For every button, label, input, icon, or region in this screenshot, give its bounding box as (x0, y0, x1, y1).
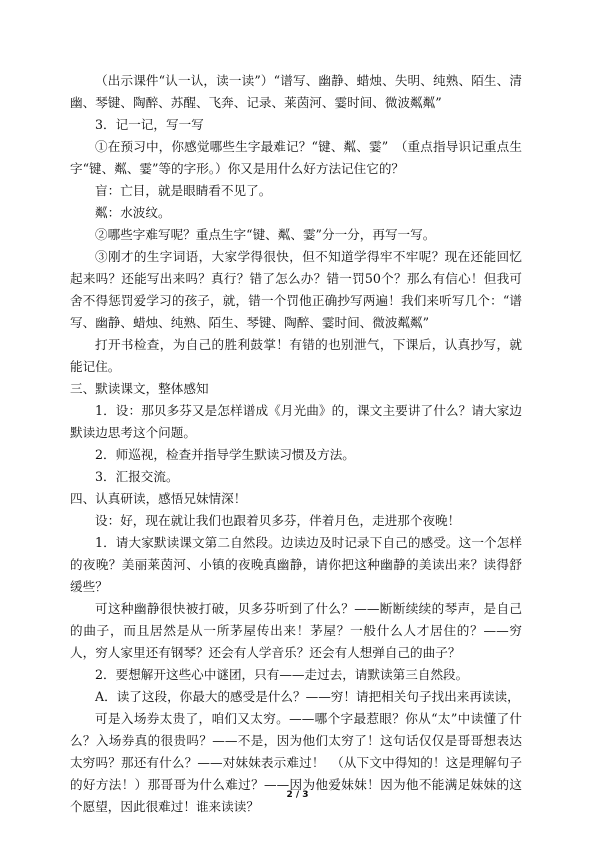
document-body (70, 70, 522, 818)
paragraph: 可这种幽静很快被打破，贝多芬听到了什么？——断断续续的琴声，是自己的曲子，而且居然是从一所茅屋传出来！茅屋？一般什么人才居住的？——穷人，穷人家里还有钢琴？还会有人学音乐？还会有人想弹自己的曲子？ (70, 601, 522, 660)
paragraph: 设：好，现在就让我们也跟着贝多芬，伴着月色，走进那个夜晚！ (95, 513, 461, 528)
paragraph: 2．要想解开这些心中谜团，只有——走过去，请默读第三自然段。 (95, 667, 469, 682)
paragraph: ①在预习中，你感觉哪些生字最难记？“键、粼、霎” （重点指导识记重点生字“键、粼、霎”等的字形。）你又是用什么好方法记住它的？ (70, 139, 522, 176)
paragraph: 1．设：那贝多芬又是怎样谱成《月光曲》的，课文主要讲了什么？请大家边默读边思考这个问题。 (70, 403, 522, 440)
paragraph: 3．记一记，写一写 (95, 117, 204, 132)
paragraph: 打开书检查，为自己的胜利鼓掌！有错的也别泄气，下课后，认真抄写，就能记住。 (70, 337, 522, 374)
paragraph: 可是入场券太贵了，咱们又太穷。——哪个字最惹眼？你从“太”中读懂了什么？入场券真的很贵吗？——不是，因为他们太穷了！这句话仅仅是哥哥想表达太穷吗？那还有什么？——对妹妹表示难过！ （从下文中得知的！这是理解句子的好方法！）那哥哥为什么难过？——因为他爱妹妹！因为他不能满足妹妹的这个愿望，因此很难过！谁来读读？ (70, 711, 522, 814)
section-heading: 四、认真研读，感悟兄妹情深！ (70, 491, 247, 506)
paragraph: 2．师巡视，检查并指导学生默读习惯及方法。 (95, 447, 355, 462)
paragraph: 盲：亡目，就是眼睛看不见了。 (95, 183, 272, 198)
paragraph: ③刚才的生字词语，大家学得很快，但不知道学得牢不牢呢？现在还能回忆起来吗？还能写出来吗？真行？错了怎么办？错一罚50个？那么有信心！但我可舍不得惩罚爱学习的孩子，就，错一个罚他正确抄写两遍！我们来听写几个：“谱写、幽静、蜡烛、纯熟、陌生、琴键、陶醉、霎时间、微波粼粼” (70, 249, 522, 330)
paragraph: ②哪些字难写呢？重点生字“键、粼、霎”分一分，再写一写。 (95, 227, 436, 242)
page-number: 2 / 3 (286, 790, 309, 800)
paragraph: 3．汇报交流。 (95, 469, 179, 484)
section-heading: 三、默读课文，整体感知 (70, 381, 209, 396)
paragraph: A．读了这段，你最大的感受是什么？——穷！请把相关句子找出来再读读， (95, 689, 520, 704)
paragraph: 1．请大家默读课文第二自然段。边读边及时记录下自己的感受。这一个怎样的夜晚？美丽莱茵河、小镇的夜晚真幽静，请你把这种幽静的美读出来？读得舒缓些？ (70, 535, 522, 594)
paragraph: （出示课件“认一认，读一读”）“谱写、幽静、蜡烛、失明、纯熟、陌生、清幽、琴键、陶醉、苏醒、飞奔、记录、莱茵河、霎时间、微波粼粼” (70, 73, 522, 110)
paragraph: 粼：水波纹。 (95, 205, 171, 220)
